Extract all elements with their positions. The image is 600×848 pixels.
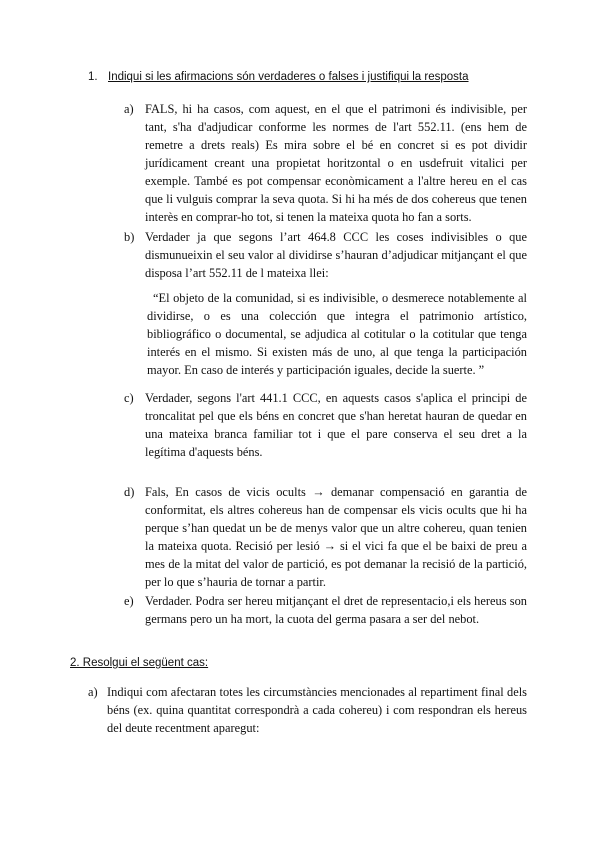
section-2-item-a-marker: a) bbox=[88, 685, 98, 699]
item-a-text: FALS, hi ha casos, com aquest, en el que el patrimoni és indivisible, per tant, s'ha d'adjudicar conforme les normes de l'art 552.11. (ens hem de remetre a drets reals) Es mira sobre el bé en concret si es pot dividir jurídicament creant una propietat horitzontal o en usdefruit vitalici per exemple. També es pot compensar econòmicament a l'altre hereu en el cas que li vulguis comprar la seva quota. Si hi ha més de dos cohereus que tenen interès en comprar-ho tot, si tenen la mateixa quota ho fan a sorts. bbox=[145, 102, 527, 224]
item-e-text: Verdader. Podra ser hereu mitjançant el dret de representacio,i els hereus son germans pero un ha mort, la cuota del germa pasara a ser del nebot. bbox=[145, 594, 527, 626]
section-1-heading bbox=[88, 71, 469, 83]
item-c-text: Verdader, segons l'art 441.1 CCC, en aquests casos s'aplica el principi de troncalitat pel que els béns en concret que s'han heretat hauran de quedar en una mateixa branca familiar tot i que el pare conserva el seu dret a la legítima d'aquests béns. bbox=[145, 391, 527, 459]
item-d-marker: d) bbox=[124, 485, 135, 499]
section-1-title: Indiqui si les afirmacions són verdaderes o falses i justifiqui la resposta bbox=[108, 71, 469, 83]
section-2-heading: 2. Resolgui el següent cas: bbox=[70, 657, 209, 669]
item-b-text: Verdader ja que segons l’art 464.8 CCC les coses indivisibles o que dismunueixin el seu valor al dividirse s’hauran d’adjudicar mitjançant el que disposa l’art 552.11 de l mateixa llei: bbox=[145, 230, 527, 280]
item-d-text: Fals, En casos de vicis ocults → demanar compensació en garantia de conformitat, els altres cohereus han de compensar els vicis ocults que hi ha perque s’han quedat un be de menys valor que un altre cohereu, quan tenien la mateixa quota. Recisió per lesió → si el vici fa que el be baixi de preu a mes de la mitat del valor de partició, es pot demanar la recisió de la partició, per lo que s’hauria de tornar a partir. bbox=[145, 485, 527, 589]
item-a-marker: a) bbox=[124, 102, 134, 116]
section-2-item-a-text: Indiqui com afectaran totes les circumstàncies mencionades al repartiment final dels béns (ex. quina quantitat correspondrà a cada cohereu) i com respondran els hereus del deute recentment aparegut: bbox=[107, 685, 527, 735]
item-b-marker: b) bbox=[124, 230, 135, 244]
item-e-marker: e) bbox=[124, 594, 134, 608]
section-1-number: 1. bbox=[88, 71, 98, 83]
item-c-marker: c) bbox=[124, 391, 134, 405]
legal-quote: “El objeto de la comunidad, si es indivisible, o desmerece notablemente al dividirse, o es una colección que integra el patrimonio artístico, bibliográfico o documental, se adjudica al cotitular o la cotitular que tenga interés en el mismo. Si existen más de uno, al que tenga la participación mayor. En caso de interés y participación iguales, decide la suerte. ” bbox=[147, 291, 527, 377]
